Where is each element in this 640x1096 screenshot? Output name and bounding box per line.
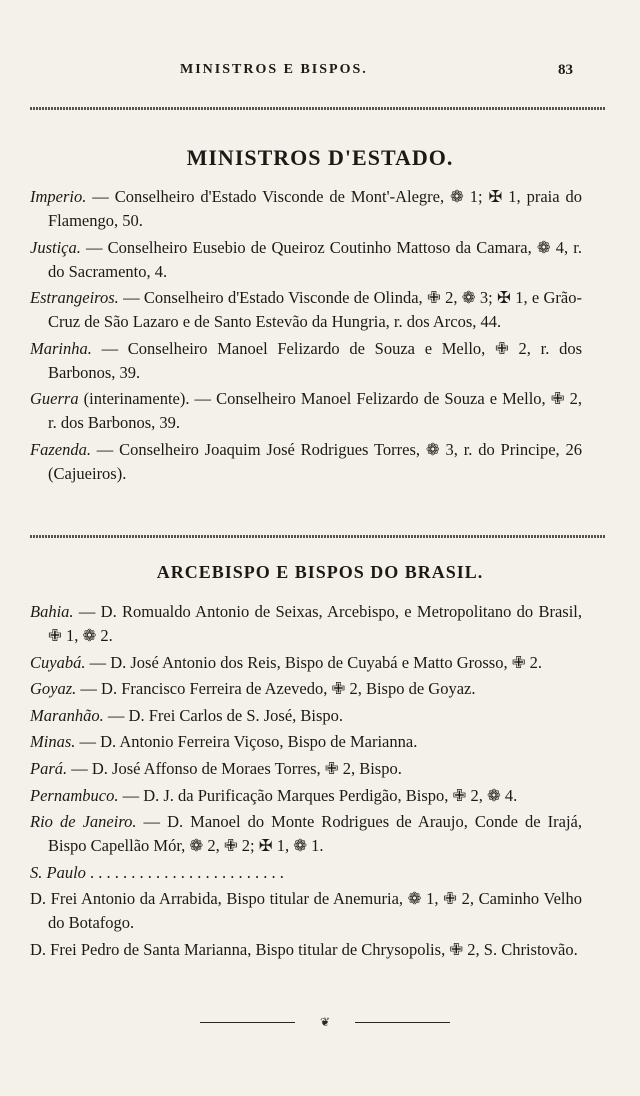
entry-text: D. Frei Antonio da Arrabida, Bispo titular de Anemuria, ❁ 1, ✙ 2, Caminho Velho do Botafogo. [30, 889, 582, 933]
entry-text: D. Frei Pedro de Santa Marianna, Bispo titular de Chrysopolis, ✙ 2, S. Christovão. [30, 939, 578, 959]
list-item [30, 286, 582, 334]
entry-text: — D. Francisco Ferreira de Azevedo, ✙ 2, Bispo de Goyaz. [76, 679, 476, 699]
page-number: 83 [558, 62, 573, 78]
running-head [0, 62, 640, 86]
entry-key: S. Paulo [30, 862, 86, 882]
ornament-line-left [200, 1022, 295, 1023]
list-item [30, 651, 582, 675]
list-item [30, 861, 582, 885]
ornament-line-right [355, 1022, 450, 1023]
entry-key: Maranhão. [30, 705, 104, 725]
middle-dotted-rule [30, 535, 606, 538]
entry-key: Marinha. [30, 338, 92, 358]
list-item [30, 730, 582, 754]
entry-key: Pará. [30, 758, 68, 778]
entry-text: — Conselheiro d'Estado Visconde de Mont'-Alegre, ❁ 1; ✠ 1, praia do Flamengo, 50. [48, 187, 582, 230]
entry-text: . . . . . . . . . . . . . . . . . . . . . . . . [85, 862, 284, 882]
list-item [30, 938, 582, 962]
entry-text: — D. Antonio Ferreira Viçoso, Bispo de Marianna. [75, 732, 418, 752]
entry-key: Bahia. [30, 602, 74, 621]
entry-text: (interinamente). — Conselheiro Manoel Felizardo de Souza e Mello, ✙ 2, r. dos Barbonos, 39. [48, 389, 582, 433]
entry-text: — D. Manoel do Monte Rodrigues de Araujo, Conde de Irajá, Bispo Capellão Mór, ❁ 2, ✙ 2; ✠ 1, ❁ 1. [48, 812, 582, 856]
fleuron-icon: ❦ [319, 1015, 331, 1029]
entry-key: Minas. [30, 732, 76, 752]
list-item [30, 600, 582, 648]
entry-text: — Conselheiro Manoel Felizardo de Souza e Mello, ✙ 2, r. dos Barbonos, 39. [48, 338, 582, 382]
entry-text: — Conselheiro Joaquim José Rodrigues Torres, ❁ 3, r. do Principe, 26 (Cajueiros). [48, 439, 582, 483]
entry-text: — D. Frei Carlos de S. José, Bispo. [103, 705, 344, 725]
entry-text: — Conselheiro d'Estado Visconde de Olinda, ✙ 2, ❁ 3; ✠ 1, e Grão-Cruz de São Lazaro e de Santo Estevão da Hungria, r. dos Arcos, 44. [48, 288, 582, 332]
entry-text: — D. Romualdo Antonio de Seixas, Arcebispo, e Metropolitano do Brasil, ✙ 1, ❁ 2. [48, 602, 582, 645]
entry-text: — D. J. da Purificação Marques Perdigão, Bispo, ✙ 2, ❁ 4. [118, 785, 518, 805]
bishops-list [30, 600, 582, 965]
entry-key: Pernambuco. [30, 785, 119, 805]
entry-key: Guerra [30, 389, 79, 409]
entry-key: Cuyabá. [30, 652, 86, 672]
entry-text: — Conselheiro Eusebio de Queiroz Coutinho Mattoso da Camara, ❁ 4, r. do Sacramento, 4. [48, 237, 582, 281]
list-item [30, 784, 582, 808]
list-item [30, 704, 582, 728]
ministers-list [30, 185, 582, 489]
section-heading-ministers: MINISTROS D'ESTADO. [186, 145, 454, 170]
entry-key: Imperio. [30, 187, 87, 206]
list-item [30, 236, 582, 284]
entry-key: Fazenda. [30, 439, 91, 459]
list-item [30, 757, 582, 781]
entry-key: Estrangeiros. [30, 288, 119, 308]
list-item [30, 438, 582, 486]
entry-key: Justiça. [30, 237, 81, 257]
list-item [30, 387, 582, 435]
top-dotted-rule [30, 107, 606, 110]
entry-key: Rio de Janeiro. [30, 812, 137, 832]
list-item [30, 677, 582, 701]
list-item [30, 887, 582, 935]
entry-text: — D. José Affonso de Moraes Torres, ✙ 2, Bispo. [67, 758, 402, 778]
entry-key: Goyaz. [30, 679, 77, 699]
entry-text: — D. José Antonio dos Reis, Bispo de Cuyabá e Matto Grosso, ✙ 2. [85, 652, 543, 672]
list-item [30, 810, 582, 858]
running-head-title: MINISTROS E BISPOS. [180, 62, 368, 77]
end-ornament [200, 1015, 450, 1029]
list-item [30, 337, 582, 385]
list-item [30, 185, 582, 233]
section-heading-bishops: ARCEBISPO E BISPOS DO BRASIL. [156, 562, 484, 582]
